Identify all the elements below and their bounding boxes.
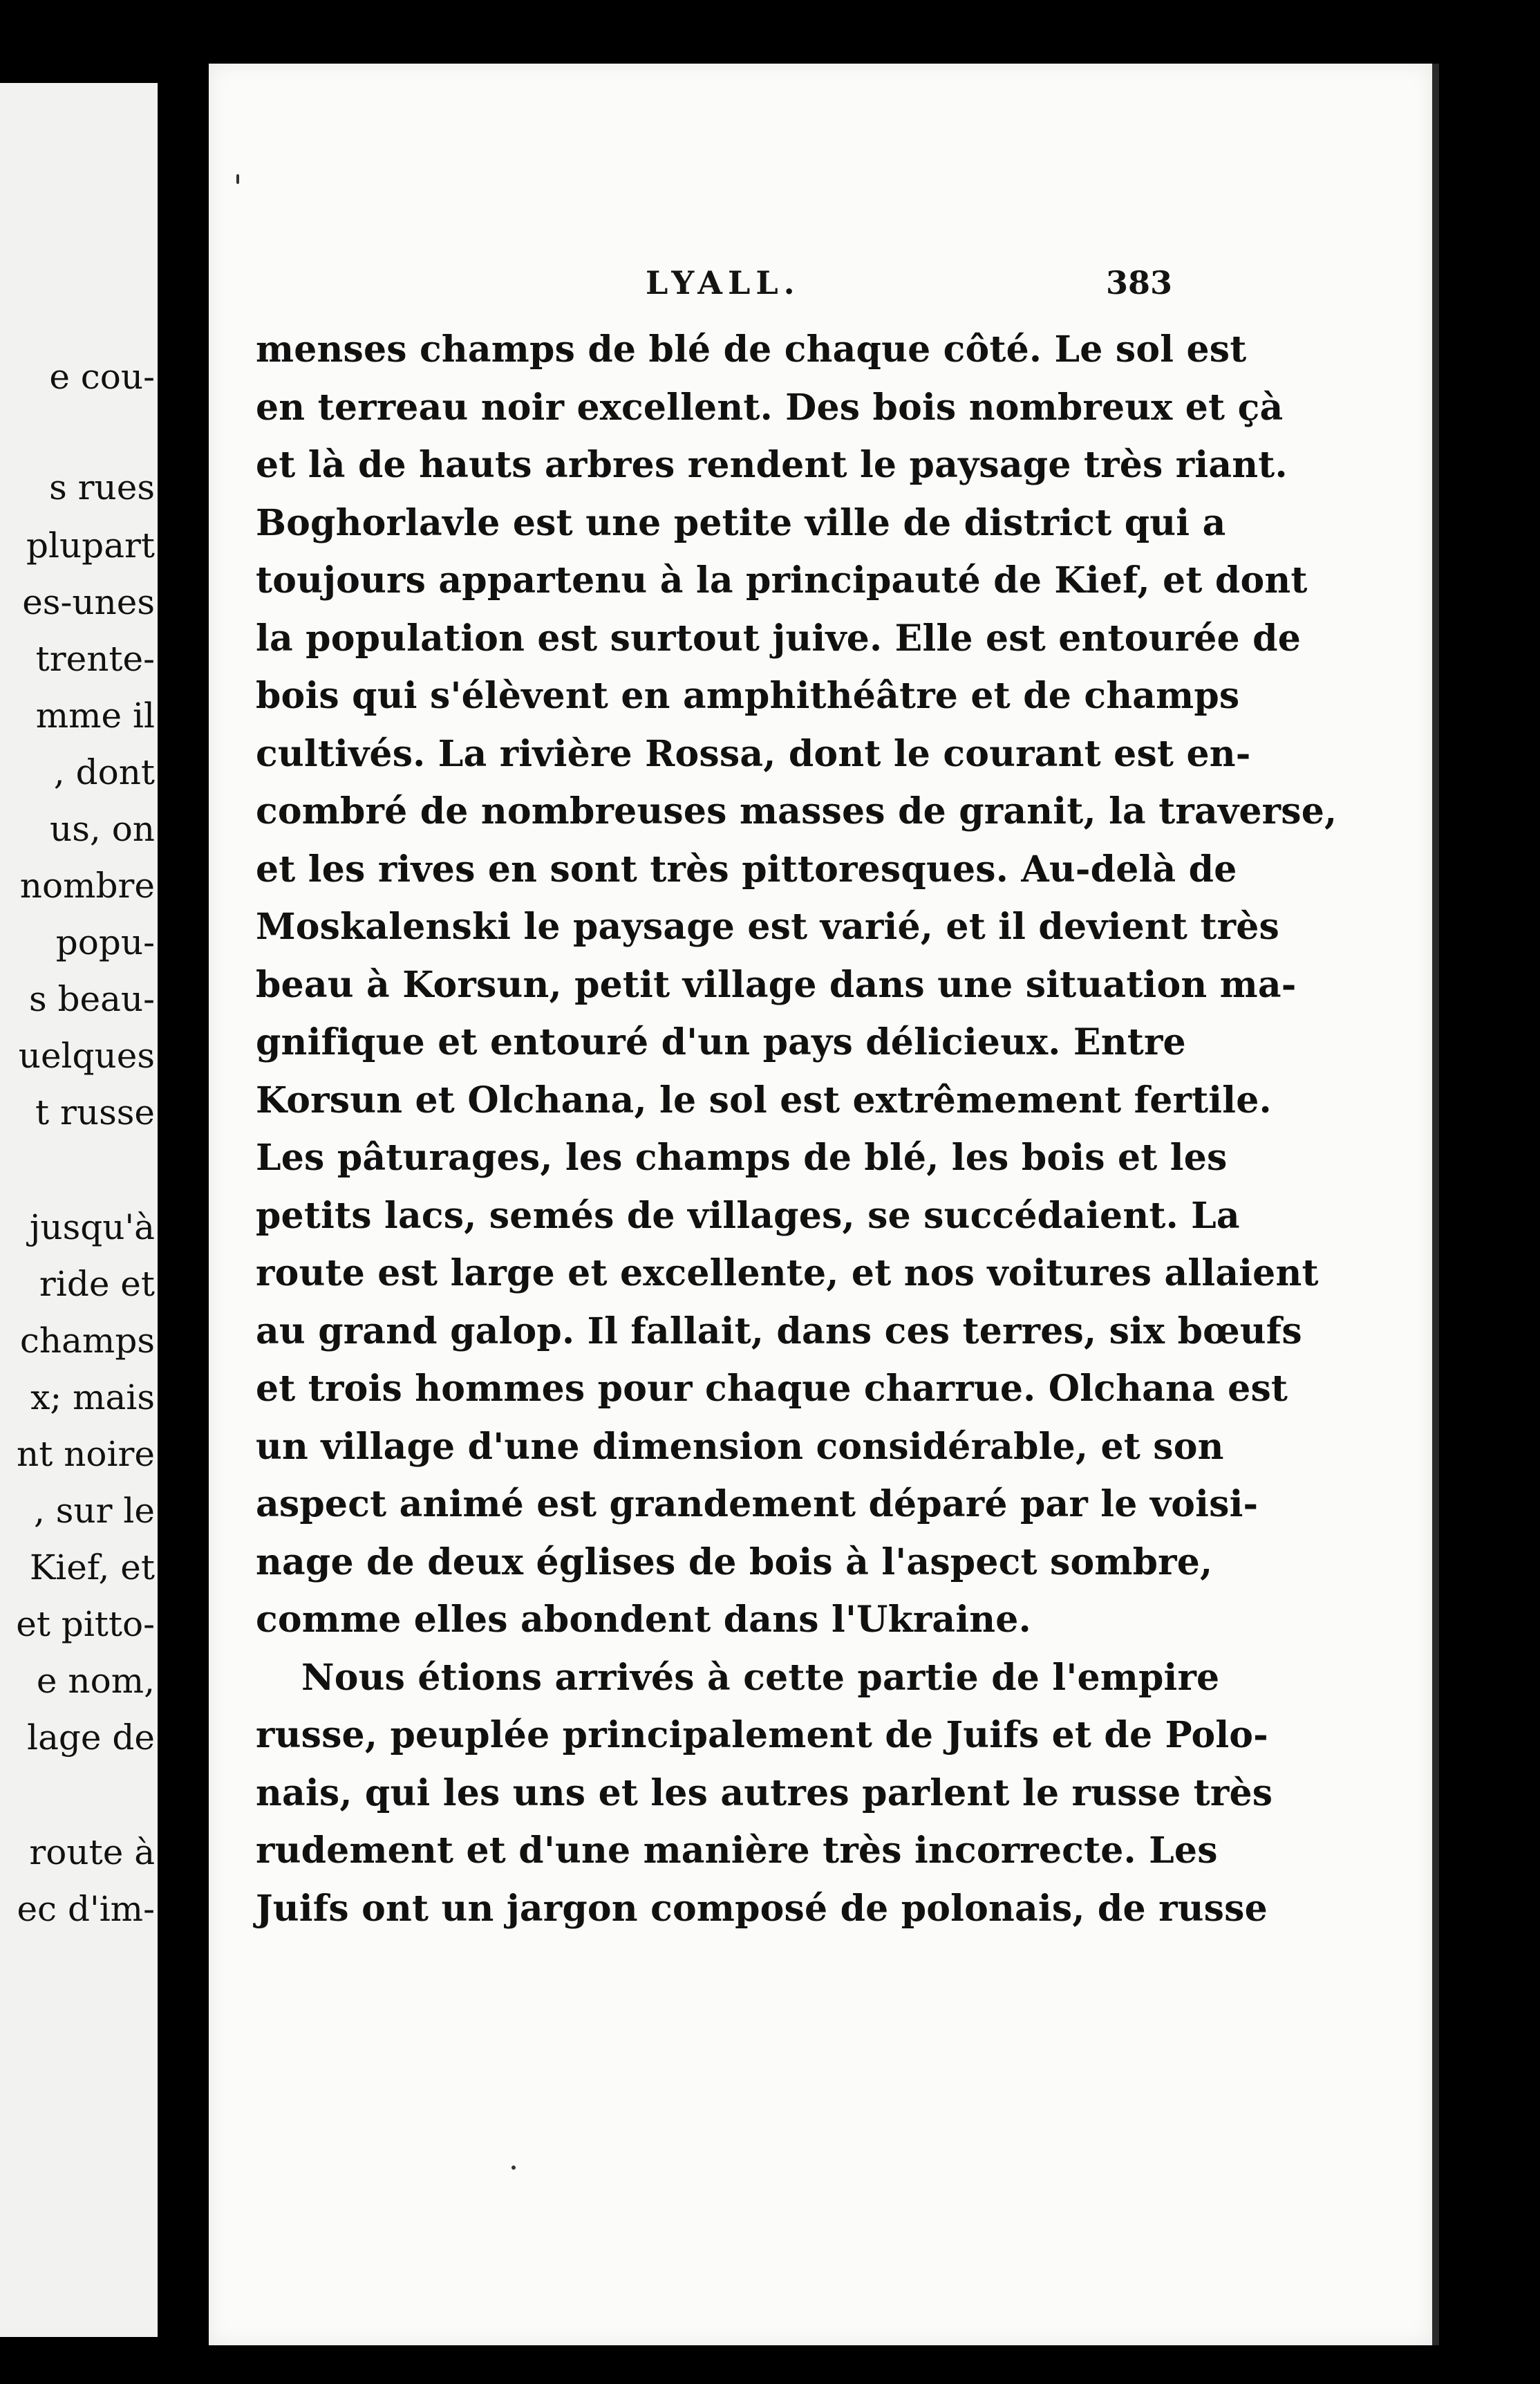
text-line: route est large et excellente, et nos voitures allaient — [256, 1252, 1319, 1294]
text-line: russe, peuplée principalement de Juifs et de Polo- — [256, 1714, 1268, 1756]
facing-line: , dont — [53, 752, 155, 792]
text-line: un village d'une dimension considérable, et son — [256, 1425, 1224, 1468]
text-line: gnifique et entouré d'un pays délicieux. Entre — [256, 1021, 1186, 1063]
book-gutter — [158, 0, 209, 2384]
facing-line: s beau- — [28, 979, 155, 1019]
facing-line: us, on — [50, 809, 155, 849]
text-line: Juifs ont un jargon composé de polonais, de russe — [256, 1887, 1268, 1930]
facing-line: et pitto- — [16, 1604, 155, 1644]
facing-line: es-unes — [22, 582, 155, 622]
paragraph-start-line: Nous étions arrivés à cette partie de l'empire — [301, 1656, 1220, 1699]
text-line: petits lacs, semés de villages, se succédaient. La — [256, 1194, 1240, 1237]
facing-line: popu- — [55, 922, 155, 962]
facing-line: e nom, — [36, 1661, 155, 1701]
text-line: nais, qui les uns et les autres parlent le russe très — [256, 1771, 1273, 1814]
text-line: nage de deux églises de bois à l'aspect sombre, — [256, 1540, 1213, 1583]
text-line: et trois hommes pour chaque charrue. Olchana est — [256, 1368, 1288, 1410]
facing-line: s rues — [49, 467, 155, 507]
body-text — [256, 321, 1337, 1937]
page-number: 383 — [1106, 264, 1173, 301]
facing-line: t russe — [35, 1092, 155, 1133]
facing-line: ec d'im- — [17, 1889, 155, 1929]
facing-line: jusqu'à — [29, 1207, 155, 1247]
facing-line: , sur le — [33, 1491, 155, 1531]
facing-line: champs — [19, 1321, 155, 1361]
text-line: et les rives en sont très pittoresques. Au-delà de — [256, 848, 1237, 891]
facing-line: trente- — [35, 639, 155, 679]
running-head — [209, 264, 1432, 319]
text-line: Korsun et Olchana, le sol est extrêmement fertile. — [256, 1079, 1272, 1121]
facing-line: e cou- — [49, 357, 155, 397]
text-line: Boghorlavle est une petite ville de district qui a — [256, 501, 1226, 544]
scan-border-right — [1432, 0, 1540, 2384]
facing-line: route à — [29, 1832, 155, 1872]
text-line: bois qui s'élèvent en amphithéâtre et de champs — [256, 675, 1240, 717]
facing-line: nombre — [19, 866, 155, 906]
text-line: aspect animé est grandement déparé par le voisi- — [256, 1483, 1259, 1525]
text-line: Les pâturages, les champs de blé, les bois et les — [256, 1137, 1228, 1179]
facing-line: mme il — [35, 696, 155, 736]
text-line: Moskalenski le paysage est varié, et il devient très — [256, 906, 1280, 948]
text-line: beau à Korsun, petit village dans une situation ma- — [256, 963, 1297, 1006]
paper-speck — [236, 174, 239, 184]
book-page — [209, 64, 1432, 2345]
facing-line: uelques — [18, 1036, 155, 1076]
text-line: la population est surtout juive. Elle est entourée de — [256, 617, 1301, 660]
page-edge — [1432, 64, 1439, 2345]
facing-line: lage de — [27, 1717, 155, 1758]
facing-page-left — [0, 83, 158, 2337]
text-line: comme elles abondent dans l'Ukraine. — [256, 1599, 1031, 1641]
text-line: et là de hauts arbres rendent le paysage très riant. — [256, 444, 1288, 486]
text-line: au grand galop. Il fallait, dans ces terres, six bœufs — [256, 1310, 1302, 1352]
facing-line: x; mais — [30, 1377, 155, 1417]
text-line: combré de nombreuses masses de granit, la traverse, — [256, 790, 1337, 832]
running-head-title: LYALL. — [646, 264, 800, 301]
text-line: menses champs de blé de chaque côté. Le sol est — [256, 328, 1247, 371]
text-line: toujours appartenu à la principauté de Kief, et dont — [256, 559, 1308, 602]
text-line: rudement et d'une manière très incorrecte. Les — [256, 1829, 1218, 1872]
paper-speck — [511, 2166, 516, 2170]
facing-line: nt noire — [17, 1434, 155, 1474]
text-line: en terreau noir excellent. Des bois nombreux et çà — [256, 386, 1284, 429]
facing-line: ride et — [39, 1264, 155, 1304]
text-line: cultivés. La rivière Rossa, dont le courant est en- — [256, 732, 1251, 775]
facing-line: Kief, et — [29, 1547, 155, 1587]
facing-line: plupart — [26, 525, 155, 566]
